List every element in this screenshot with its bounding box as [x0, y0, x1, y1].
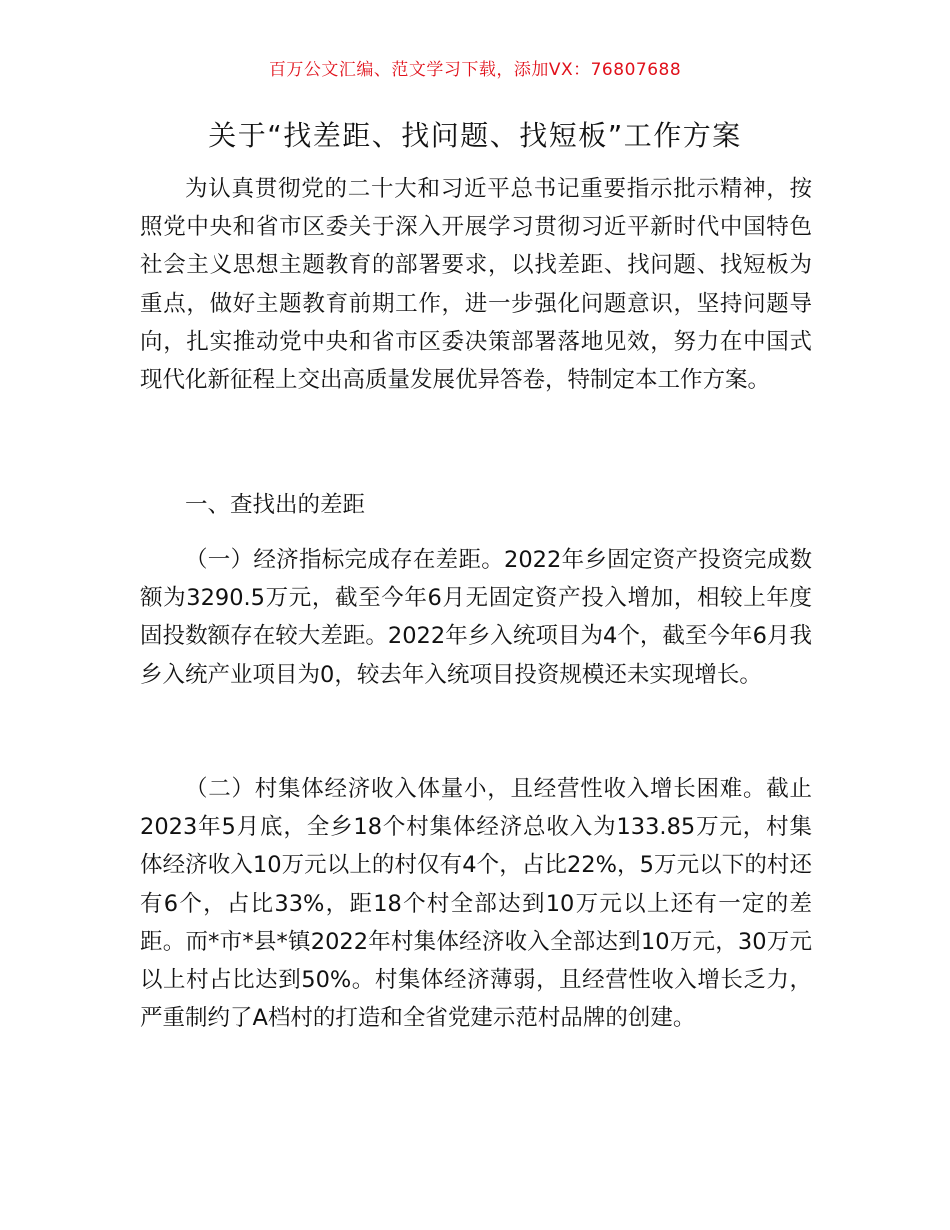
paragraph-text: （一）经济指标完成存在差距。2022年乡固定资产投资完成数额为3290.5万元，截至今年6月无固定资产投入增加，相较上年度固投数额存在较大差距。2022年乡入统项目为4个，截至今年6月我乡入统产业项目为0，较去年入统项目投资规模还未实现增长。	[140, 547, 812, 688]
section-heading	[140, 486, 812, 524]
watermark-header: 百万公文汇编、范文学习下载，添加VX：76807688	[268, 60, 682, 80]
paragraph-economic-indicators	[140, 541, 812, 694]
paragraph-intro	[140, 170, 812, 399]
paragraph-text: 为认真贯彻党的二十大和习近平总书记重要指示批示精神，按照党中央和省市区委关于深入开展学习贯彻习近平新时代中国特色社会主义思想主题教育的部署要求，以找差距、找问题、找短板为重点，做好主题教育前期工作，进一步强化问题意识，坚持问题导向，扎实推动党中央和省市区委决策部署落地见效，努力在中国式现代化新征程上交出高质量发展优异答卷，特制定本工作方案。	[140, 176, 812, 394]
document-title: 关于“找差距、找问题、找短板”工作方案	[208, 119, 742, 152]
paragraph-text: （二）村集体经济收入体量小，且经营性收入增长困难。截止2023年5月底，全乡18个村集体经济总收入为133.85万元，村集体经济收入10万元以上的村仅有4个，占比22%，5万元以下的村还有6个，占比33%，距18个村全部达到10万元以上还有一定的差距。而*市*县*镇2022年村集体经济收入全部达到10万元，30万元以上村占比达到50%。村集体经济薄弱，且经营性收入增长乏力，严重制约了A档村的打造和全省党建示范村品牌的创建。	[140, 776, 812, 1032]
section-heading-text: 一、查找出的差距	[185, 492, 366, 518]
paragraph-village-economy	[140, 770, 812, 1037]
